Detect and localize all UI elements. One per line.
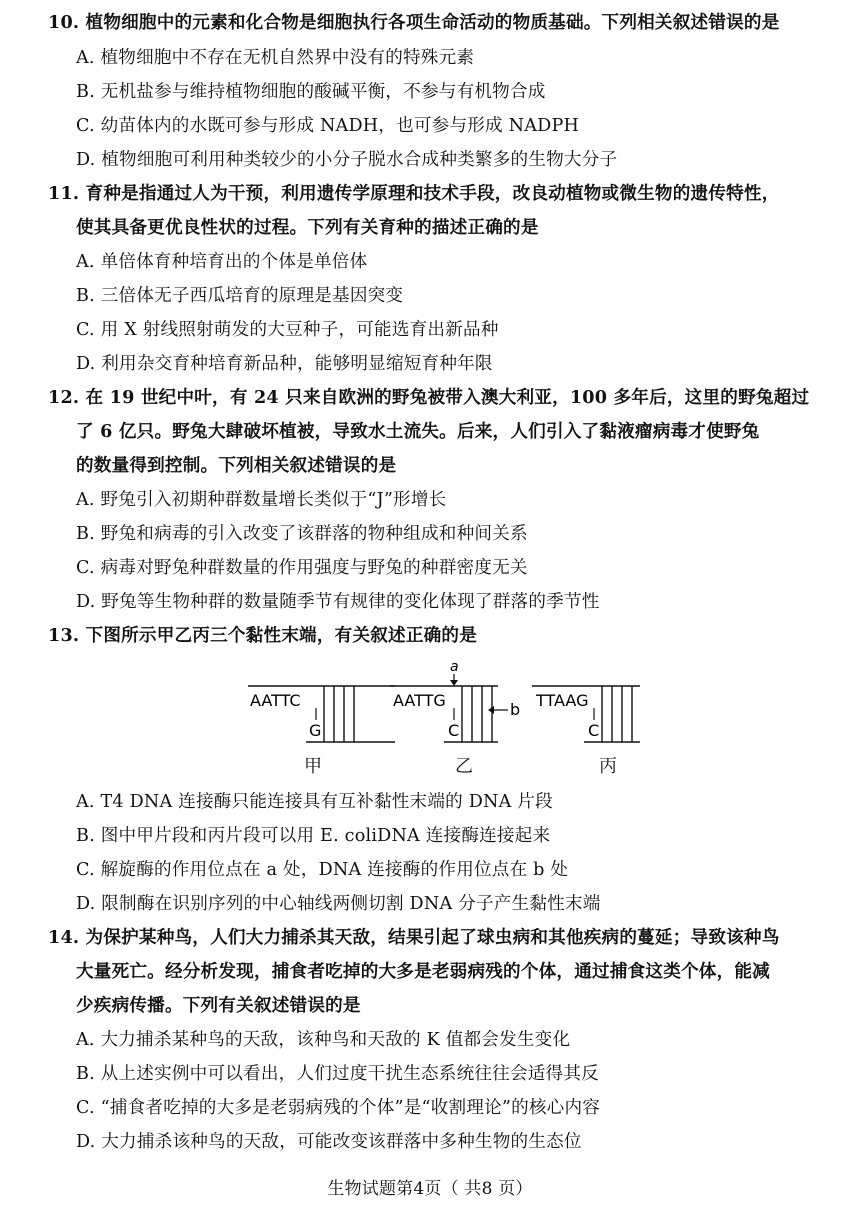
q12-stem-1: 12. 在 19 世纪中叶，有 24 只来自欧洲的野兔被带入澳大利亚，100 多年后，这里的野兔超过 bbox=[48, 387, 810, 408]
q10-option-d: D. 植物细胞可利用种类较少的小分子脱水合成种类繁多的生物大分子 bbox=[76, 150, 618, 170]
q14-option-a: A. 大力捕杀某种鸟的天敌，该种鸟和天敌的 K 值都会发生变化 bbox=[76, 1030, 571, 1050]
q13-option-c: C. 解旋酶的作用位点在 a 处，DNA 连接酶的作用位点在 b 处 bbox=[76, 860, 569, 880]
q14-option-c: C. “捕食者吃掉的大多是老弱病残的个体”是“收割理论”的核心内容 bbox=[76, 1098, 601, 1118]
q10-option-b: B. 无机盐参与维持植物细胞的酸碱平衡，不参与有机物合成 bbox=[76, 82, 546, 102]
jia-bottom-seq: G bbox=[309, 721, 322, 740]
q10-option-c: C. 幼苗体内的水既可参与形成 NADH，也可参与形成 NADPH bbox=[76, 116, 580, 136]
yi-bottom-seq: C bbox=[448, 721, 460, 740]
bing-top-seq: TTAAG bbox=[536, 691, 589, 710]
bing-bottom-seq: C bbox=[588, 721, 600, 740]
jia-top-seq: AATTC bbox=[250, 691, 301, 710]
q11-stem-1: 11. 育种是指通过人为干预，利用遗传学原理和技术手段，改良动植物或微生物的遗传特性， bbox=[48, 183, 780, 204]
q13-option-b: B. 图中甲片段和丙片段可以用 E. coliDNA 连接酶连接起来 bbox=[76, 826, 551, 846]
fragment-bing bbox=[532, 686, 640, 742]
q10-stem: 10. 植物细胞中的元素和化合物是细胞执行各项生命活动的物质基础。下列相关叙述错误的是 bbox=[48, 12, 780, 33]
fragment-yi bbox=[390, 659, 520, 742]
q12-option-b: B. 野兔和病毒的引入改变了该群落的物种组成和种间关系 bbox=[76, 524, 528, 544]
q10-option-a: A. 植物细胞中不存在无机自然界中没有的特殊元素 bbox=[76, 48, 475, 68]
q14-stem-2: 大量死亡。经分析发现，捕食者吃掉的大多是老弱病残的个体，通过捕食这类个体，能减 bbox=[76, 961, 770, 982]
q14-option-b: B. 从上述实例中可以看出，人们过度干扰生态系统往往会适得其反 bbox=[76, 1064, 599, 1084]
label-bing: 丙 bbox=[599, 756, 617, 777]
q11-option-c: C. 用 X 射线照射萌发的大豆种子，可能选育出新品种 bbox=[76, 320, 499, 340]
yi-top-seq: AATTG bbox=[393, 691, 446, 710]
q12-option-d: D. 野兔等生物种群的数量随季节有规律的变化体现了群落的季节性 bbox=[76, 592, 600, 612]
q13-option-d: D. 限制酶在识别序列的中心轴线两侧切割 DNA 分子产生黏性末端 bbox=[76, 894, 601, 914]
mark-a-label: a bbox=[450, 659, 459, 675]
label-jia: 甲 bbox=[304, 756, 322, 777]
q14-stem-1: 14. 为保护某种鸟，人们大力捕杀其天敌，结果引起了球虫病和其他疾病的蔓延；导致该种鸟 bbox=[48, 927, 780, 948]
q11-option-d: D. 利用杂交育种培育新品种，能够明显缩短育种年限 bbox=[76, 354, 493, 374]
q13-stem: 13. 下图所示甲乙丙三个黏性末端，有关叙述正确的是 bbox=[48, 625, 477, 646]
q11-option-a: A. 单倍体育种培育出的个体是单倍体 bbox=[76, 252, 368, 272]
q14-option-d: D. 大力捕杀该种鸟的天敌，可能改变该群落中多种生物的生态位 bbox=[76, 1132, 582, 1152]
q12-stem-2: 了 6 亿只。野兔大肆破坏植被，导致水土流失。后来，人们引入了黏液瘤病毒才使野兔 bbox=[76, 421, 760, 442]
q13-option-a: A. T4 DNA 连接酶只能连接具有互补黏性末端的 DNA 片段 bbox=[76, 792, 553, 812]
sticky-ends-figure bbox=[240, 658, 660, 776]
q11-option-b: B. 三倍体无子西瓜培育的原理是基因突变 bbox=[76, 286, 404, 306]
q11-stem-2: 使其具备更优良性状的过程。下列有关育种的描述正确的是 bbox=[76, 217, 539, 238]
page-footer: 生物试题第4页（ 共8 页） bbox=[327, 1179, 533, 1199]
q12-option-c: C. 病毒对野兔种群数量的作用强度与野兔的种群密度无关 bbox=[76, 558, 528, 578]
label-yi: 乙 bbox=[455, 756, 473, 777]
fragment-jia bbox=[248, 686, 395, 742]
mark-b-label: b bbox=[510, 700, 521, 719]
q12-stem-3: 的数量得到控制。下列相关叙述错误的是 bbox=[76, 455, 397, 476]
q14-stem-3: 少疾病传播。下列有关叙述错误的是 bbox=[76, 995, 361, 1016]
q12-option-a: A. 野兔引入初期种群数量增长类似于“J”形增长 bbox=[76, 490, 447, 510]
